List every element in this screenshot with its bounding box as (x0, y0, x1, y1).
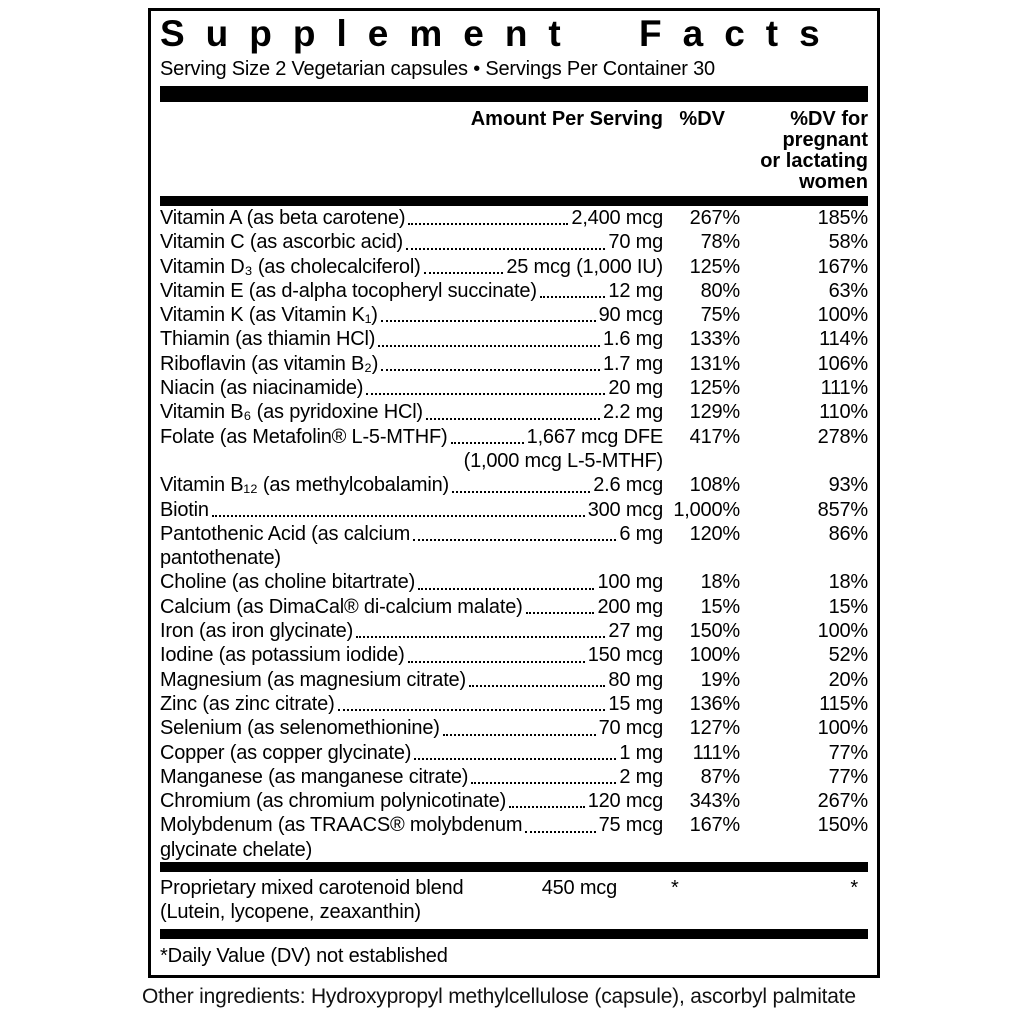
nutrient-name: Calcium (as DimaCal® di-calcium malate) (160, 595, 523, 618)
separator-bar-header (160, 196, 868, 206)
nutrient-name: Folate (as Metafolin® L-5-MTHF) (160, 425, 448, 448)
dot-leader (469, 685, 605, 687)
nutrient-dv: 133% (689, 328, 740, 351)
nutrient-amount: 1,667 mcg DFE (526, 425, 663, 448)
nutrient-dv: 80% (700, 279, 740, 302)
nutrient-row (160, 376, 868, 400)
nutrient-name: Vitamin K (as Vitamin K₁) (160, 304, 378, 327)
proprietary-blend-dv: * (671, 877, 679, 900)
dot-leader (540, 296, 606, 298)
nutrient-row (160, 303, 868, 327)
dot-leader (424, 272, 504, 274)
nutrient-row (160, 279, 868, 303)
dot-leader (509, 806, 585, 808)
nutrient-pregnant-dv: 278% (817, 425, 868, 448)
nutrient-name: Niacin (as niacinamide) (160, 377, 364, 400)
serving-info: Serving Size 2 Vegetarian capsules • Servings Per Container 30 (160, 58, 715, 80)
dot-leader (408, 661, 585, 663)
nutrient-name: Vitamin E (as d-alpha tocopheryl succinate) (160, 279, 537, 302)
nutrient-pregnant-dv: 115% (819, 692, 868, 715)
nutrient-row (160, 741, 868, 765)
nutrient-name: Vitamin B₆ (as pyridoxine HCl) (160, 401, 423, 424)
nutrient-dv: 1,000% (673, 498, 740, 521)
nutrient-name: Biotin (160, 498, 209, 521)
dot-leader (452, 491, 590, 493)
column-header-dv: %DV (679, 108, 725, 130)
nutrient-pregnant-dv: 58% (828, 231, 868, 254)
column-header-row (160, 102, 868, 196)
nutrient-row (160, 643, 868, 667)
nutrient-continuation: pantothenate) (160, 547, 281, 570)
nutrient-amount: 1 mg (619, 741, 663, 764)
nutrient-name: Pantothenic Acid (as calcium (160, 522, 411, 545)
nutrient-amount: 1.6 mg (603, 328, 663, 351)
nutrient-row (160, 400, 868, 424)
nutrient-row (160, 206, 868, 230)
nutrient-name: Manganese (as manganese citrate) (160, 765, 469, 788)
nutrient-pregnant-dv: 185% (817, 207, 868, 229)
nutrient-dv: 150% (689, 620, 740, 643)
nutrient-dv: 167% (689, 814, 740, 837)
nutrient-pregnant-dv: 20% (828, 668, 868, 691)
nutrient-name: Riboflavin (as vitamin B₂) (160, 352, 379, 375)
nutrient-dv: 111% (692, 741, 740, 764)
dot-leader (526, 612, 595, 614)
nutrient-row (160, 570, 868, 594)
nutrient-row (160, 716, 868, 740)
nutrient-amount: 90 mcg (598, 304, 663, 327)
dot-leader (443, 734, 596, 736)
column-header-amount: Amount Per Serving (470, 108, 663, 130)
nutrient-amount: 2,400 mcg (571, 207, 663, 229)
nutrient-pregnant-dv: 110% (819, 401, 868, 424)
nutrient-dv: 125% (689, 377, 740, 400)
proprietary-blend-pregnant-dv: * (850, 877, 858, 900)
nutrient-name: Copper (as copper glycinate) (160, 741, 412, 764)
column-header-pregnant-line: or lactating (760, 150, 868, 172)
nutrient-row (160, 522, 868, 571)
nutrient-pregnant-dv: 18% (828, 571, 868, 594)
dot-leader (418, 588, 594, 590)
nutrient-row (160, 765, 868, 789)
separator-bar-top (160, 86, 868, 102)
nutrient-name: Molybdenum (as TRAACS® molybdenum (160, 814, 523, 837)
nutrient-amount: 20 mg (608, 377, 663, 400)
nutrient-dv: 343% (689, 790, 740, 813)
nutrient-dv: 120% (689, 522, 740, 545)
nutrient-pregnant-dv: 267% (817, 790, 868, 813)
column-header-pregnant-line: pregnant (782, 129, 868, 151)
nutrient-amount: 2.2 mg (603, 401, 663, 424)
nutrient-amount: 100 mg (597, 571, 663, 594)
dot-leader (378, 345, 600, 347)
proprietary-blend-components: (Lutein, lycopene, zeaxanthin) (160, 901, 421, 924)
nutrient-pregnant-dv: 52% (828, 644, 868, 667)
nutrient-amount: 15 mg (608, 692, 663, 715)
nutrient-pregnant-dv: 100% (817, 620, 868, 643)
nutrient-rows (160, 206, 868, 862)
column-header-pregnant-line: %DV for (790, 108, 868, 130)
daily-value-footnote: *Daily Value (DV) not established (160, 944, 448, 967)
dot-leader (471, 782, 616, 784)
nutrient-amount: 12 mg (608, 279, 663, 302)
dot-leader (426, 418, 600, 420)
nutrient-dv: 417% (689, 425, 740, 448)
dot-leader (406, 248, 605, 250)
separator-bar-footnote (160, 929, 868, 939)
nutrient-amount: 75 mcg (598, 814, 663, 837)
nutrient-dv: 15% (700, 595, 740, 618)
nutrient-pregnant-dv: 150% (817, 814, 868, 837)
nutrient-name: Vitamin B₁₂ (as methylcobalamin) (160, 474, 449, 497)
nutrient-amount: 25 mcg (1,000 IU) (506, 255, 663, 278)
column-header-pregnant (740, 109, 868, 193)
nutrient-row (160, 327, 868, 351)
nutrient-name: Vitamin D₃ (as cholecalciferol) (160, 255, 421, 278)
nutrient-pregnant-dv: 100% (817, 304, 868, 327)
nutrient-dv: 127% (689, 717, 740, 740)
proprietary-blend-name: Proprietary mixed carotenoid blend (160, 877, 464, 900)
nutrient-pregnant-dv: 111% (820, 377, 868, 400)
nutrient-amount: 200 mg (597, 595, 663, 618)
nutrient-pregnant-dv: 77% (828, 765, 868, 788)
nutrient-name: Vitamin A (as beta carotene) (160, 207, 406, 229)
nutrient-amount: 120 mcg (587, 790, 663, 813)
nutrient-amount: 70 mg (608, 231, 663, 254)
nutrient-amount: 80 mg (608, 668, 663, 691)
nutrient-dv: 136% (689, 692, 740, 715)
nutrient-pregnant-dv: 114% (819, 328, 868, 351)
nutrient-pregnant-dv: 93% (828, 474, 868, 497)
other-ingredients-note: Other ingredients: Hydroxypropyl methylcellulose (capsule), ascorbyl palmitate (142, 985, 856, 1008)
nutrient-dv: 19% (700, 668, 740, 691)
dot-leader (212, 515, 585, 517)
nutrient-dv: 129% (689, 401, 740, 424)
nutrient-row (160, 692, 868, 716)
dot-leader (381, 320, 596, 322)
nutrient-name: Chromium (as chromium polynicotinate) (160, 790, 507, 813)
nutrient-dv: 267% (689, 207, 740, 229)
column-header-pregnant-line: women (799, 171, 868, 193)
nutrient-name: Iodine (as potassium iodide) (160, 644, 405, 667)
nutrient-amount: 300 mcg (587, 498, 663, 521)
nutrient-pregnant-dv: 857% (817, 498, 868, 521)
nutrient-row (160, 255, 868, 279)
panel-title: Supplement Facts (160, 13, 841, 54)
nutrient-pregnant-dv: 77% (828, 741, 868, 764)
dot-leader (414, 758, 616, 760)
nutrient-amount: 70 mcg (598, 717, 663, 740)
nutrient-dv: 87% (700, 765, 740, 788)
nutrient-dv: 18% (700, 571, 740, 594)
separator-bar-blend (160, 862, 868, 872)
nutrient-pregnant-dv: 86% (828, 522, 868, 545)
nutrient-amount: 2 mg (619, 765, 663, 788)
nutrient-dv: 125% (689, 255, 740, 278)
nutrient-dv: 108% (689, 474, 740, 497)
nutrient-row (160, 668, 868, 692)
nutrient-pregnant-dv: 167% (817, 255, 868, 278)
nutrient-pregnant-dv: 15% (828, 595, 868, 618)
dot-leader (451, 442, 524, 444)
dot-leader (525, 831, 595, 833)
dot-leader (413, 539, 616, 541)
nutrient-row (160, 595, 868, 619)
dot-leader (381, 369, 600, 371)
nutrient-amount: 2.6 mcg (593, 474, 663, 497)
nutrient-amount: 27 mg (608, 620, 663, 643)
nutrient-dv: 75% (700, 304, 740, 327)
nutrient-name: Magnesium (as magnesium citrate) (160, 668, 466, 691)
proprietary-blend-amount: 450 mcg (541, 877, 617, 900)
nutrient-dv: 131% (689, 352, 740, 375)
nutrient-pregnant-dv: 63% (828, 279, 868, 302)
nutrient-row (160, 789, 868, 813)
nutrient-amount: 6 mg (619, 522, 663, 545)
supplement-facts-panel (148, 8, 880, 978)
nutrient-amount: 1.7 mg (603, 352, 663, 375)
nutrient-continuation: (1,000 mcg L-5-MTHF) (463, 449, 663, 472)
nutrient-dv: 100% (689, 644, 740, 667)
proprietary-blend-row (160, 872, 868, 929)
nutrient-name: Vitamin C (as ascorbic acid) (160, 231, 404, 254)
nutrient-name: Selenium (as selenomethionine) (160, 717, 440, 740)
dot-leader (356, 636, 605, 638)
dot-leader (338, 709, 606, 711)
nutrient-row (160, 498, 868, 522)
dot-leader (366, 393, 605, 395)
nutrient-pregnant-dv: 106% (817, 352, 868, 375)
nutrient-name: Iron (as iron glycinate) (160, 620, 354, 643)
nutrient-name: Zinc (as zinc citrate) (160, 692, 335, 715)
nutrient-name: Choline (as choline bitartrate) (160, 571, 416, 594)
nutrient-row (160, 813, 868, 862)
nutrient-pregnant-dv: 100% (817, 717, 868, 740)
nutrient-row (160, 473, 868, 497)
dot-leader (408, 223, 568, 225)
nutrient-row (160, 230, 868, 254)
nutrient-continuation: glycinate chelate) (160, 838, 313, 861)
nutrient-amount: 150 mcg (587, 644, 663, 667)
nutrient-dv: 78% (700, 231, 740, 254)
nutrient-name: Thiamin (as thiamin HCl) (160, 328, 376, 351)
nutrient-row (160, 619, 868, 643)
nutrient-row (160, 352, 868, 376)
nutrient-row (160, 425, 868, 474)
